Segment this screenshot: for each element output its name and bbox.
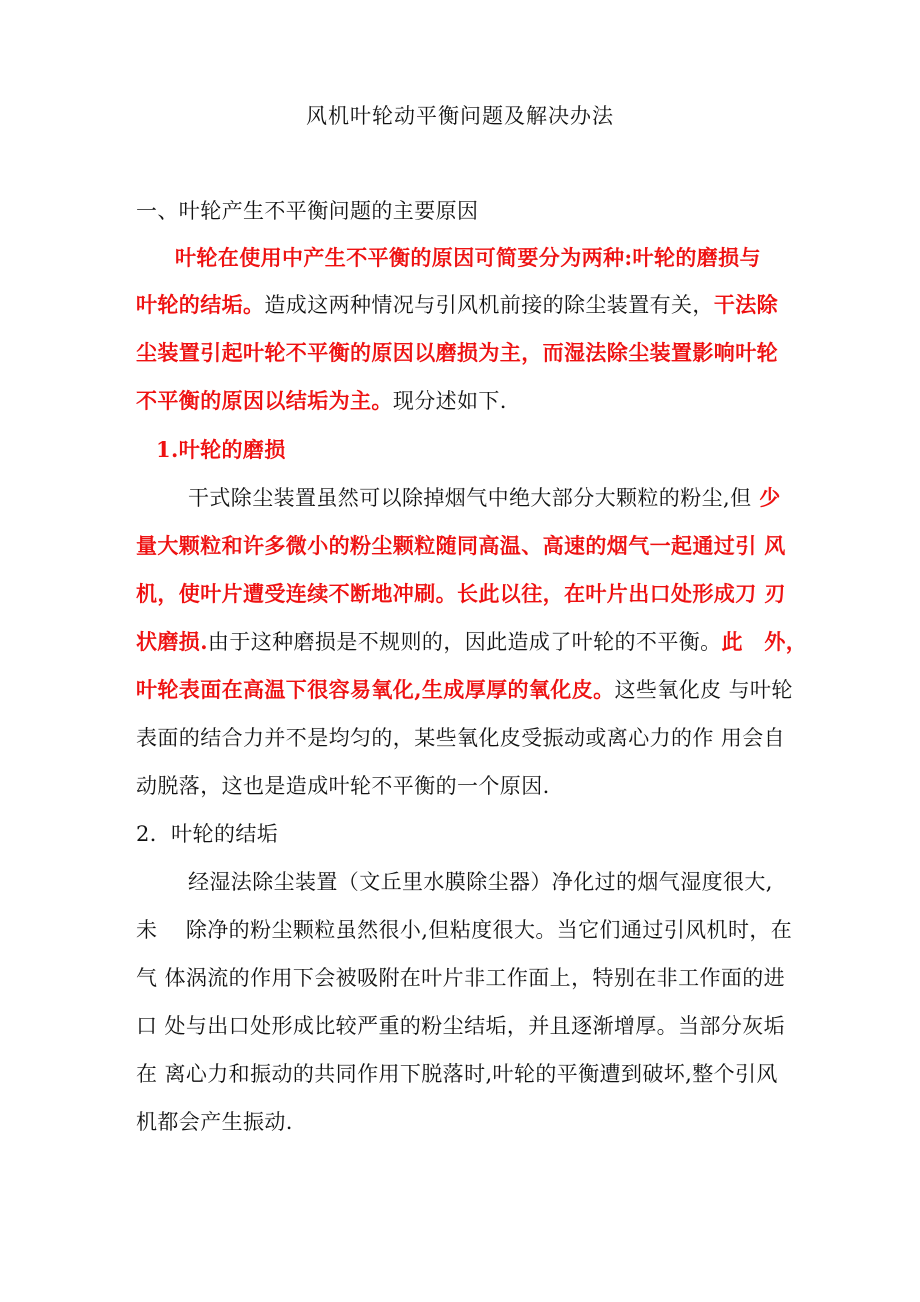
- p2-line-7: 动脱落，这也是造成叶轮不平衡的一个原因.: [136, 774, 550, 798]
- subheading-wear: 1.叶轮的磨损: [156, 437, 286, 462]
- p1-line-2-red2: 干法除: [713, 292, 779, 317]
- p1-line-3: [136, 337, 778, 369]
- p1-line-1-red: 叶轮在使用中产生不平衡的原因可简要分为两种:叶轮的磨损与: [175, 245, 761, 270]
- p1-line-2: [136, 289, 778, 321]
- p2-line-4-black: 由于这种磨损是不规则的，因此造成了叶轮的不平衡。: [207, 630, 722, 654]
- p2-line-1-red: 少: [751, 485, 781, 510]
- p2-line-3: [136, 578, 786, 610]
- document-title: 风机叶轮动平衡问题及解决办法: [306, 104, 614, 128]
- p3-line-4: 口 处与出口处形成比较严重的粉尘结垢，并且逐渐增厚。当部分灰垢: [136, 1014, 786, 1038]
- section1-heading: 一、叶轮产生不平衡问题的主要原因: [136, 199, 479, 223]
- p1-line-4: [136, 385, 507, 417]
- p2-line-5: [136, 674, 793, 706]
- p1-line-1: [175, 242, 761, 274]
- p1-line-2-red: 叶轮的结垢。: [136, 292, 265, 317]
- p2-line-5-red: 叶轮表面在高温下很容易氧化,生成厚厚的氧化皮。: [136, 677, 615, 702]
- subheading-fouling: 2．叶轮的结垢: [136, 822, 279, 846]
- p2-line-5-black: 这些氧化皮 与叶轮: [614, 678, 793, 702]
- p2-line-3-red: 机，使叶片遭受连续不断地冲刷。长此以往，在叶片出口处形成刀 刃: [136, 581, 786, 606]
- p3-line-6: 机都会产生振动.: [136, 1110, 293, 1134]
- p2-line-4-red2: 此 外，: [721, 629, 808, 654]
- p2-line-2: [136, 530, 786, 562]
- p2-line-2-red: 量大颗粒和许多微小的粉尘颗粒随同高温、高速的烟气一起通过引 风: [136, 533, 786, 558]
- p3-line-3: 气 体涡流的作用下会被吸附在叶片非工作面上，特别在非工作面的进: [136, 966, 786, 990]
- p2-line-4-red: 状磨损.: [136, 629, 208, 654]
- p1-line-4-black: 现分述如下.: [392, 389, 507, 413]
- p3-line-5: 在 离心力和振动的共同作用下脱落时,叶轮的平衡遭到破坏,整个引风: [136, 1062, 778, 1086]
- p2-line-1: [188, 482, 781, 514]
- p2-line-6: 表面的结合力并不是均匀的，某些氧化皮受振动或离心力的作 用会自: [136, 726, 786, 750]
- p3-line-2: 未 除净的粉尘颗粒虽然很小,但粘度很大。当它们通过引风机时，在: [136, 918, 793, 942]
- p1-line-4-red: 不平衡的原因以结垢为主。: [136, 388, 393, 413]
- p2-line-4: [136, 626, 807, 658]
- p1-line-3-red: 尘装置引起叶轮不平衡的原因以磨损为主，而湿法除尘装置影响叶轮: [136, 340, 778, 365]
- p1-line-2-black: 造成这两种情况与引风机前接的除尘装置有关，: [264, 293, 714, 317]
- p2-line-1-black: 干式除尘装置虽然可以除掉烟气中绝大部分大颗粒的粉尘,但: [188, 486, 752, 510]
- p3-line-1: 经湿法除尘装置（文丘里水膜除尘器）净化过的烟气湿度很大,: [188, 870, 773, 894]
